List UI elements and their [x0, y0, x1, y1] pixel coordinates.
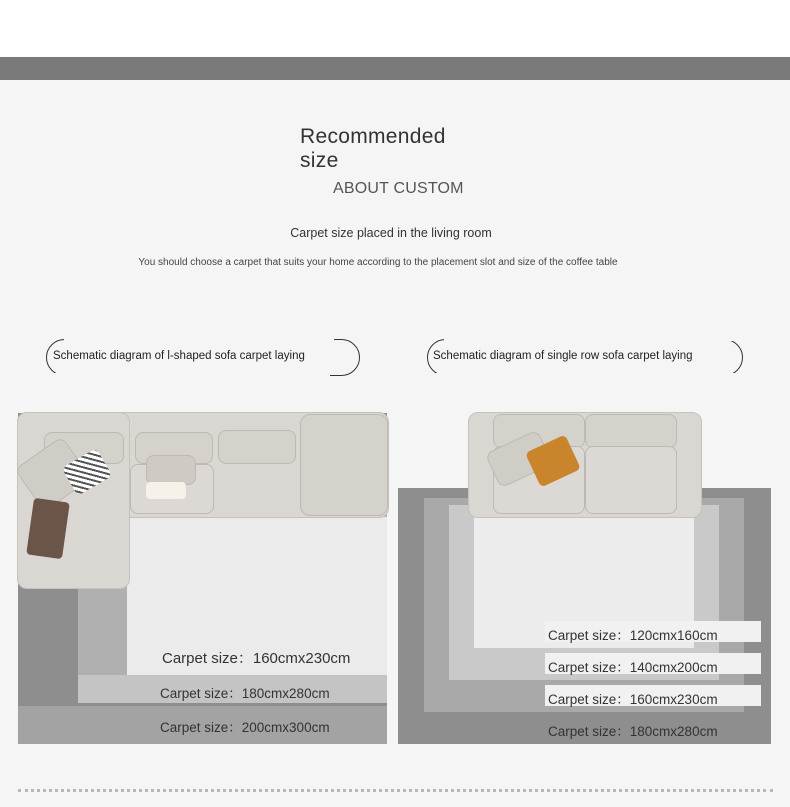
size-label-180x280: Carpet size：180cmx280cm	[160, 686, 330, 701]
divider-bar	[0, 57, 790, 80]
caption-right: Schematic diagram of single row sofa carpet laying	[433, 350, 693, 362]
page-title: Recommended size	[300, 125, 446, 172]
throw-blanket	[146, 482, 186, 499]
size-label-160x230: Carpet size：160cmx230cm	[548, 692, 718, 707]
size-label-120x160: Carpet size：120cmx160cm	[548, 628, 718, 643]
section-description: You should choose a carpet that suits your home according to the placement slot and size of the coffee table	[138, 257, 618, 268]
size-label-180x280: Carpet size：180cmx280cm	[548, 724, 718, 739]
size-label-200x300: Carpet size：200cmx300cm	[160, 720, 330, 735]
section-heading: Carpet size placed in the living room	[290, 226, 492, 240]
pillow	[146, 455, 196, 485]
dotted-divider	[18, 789, 773, 792]
size-label-140x200: Carpet size：140cmx200cm	[548, 660, 718, 675]
size-label-160x230: Carpet size：160cmx230cm	[162, 650, 351, 667]
caption-left: Schematic diagram of l-shaped sofa carpet laying	[53, 350, 305, 362]
top-banner	[0, 0, 790, 57]
sofa-end-seat	[300, 414, 388, 516]
page-subtitle: ABOUT CUSTOM	[333, 180, 464, 197]
